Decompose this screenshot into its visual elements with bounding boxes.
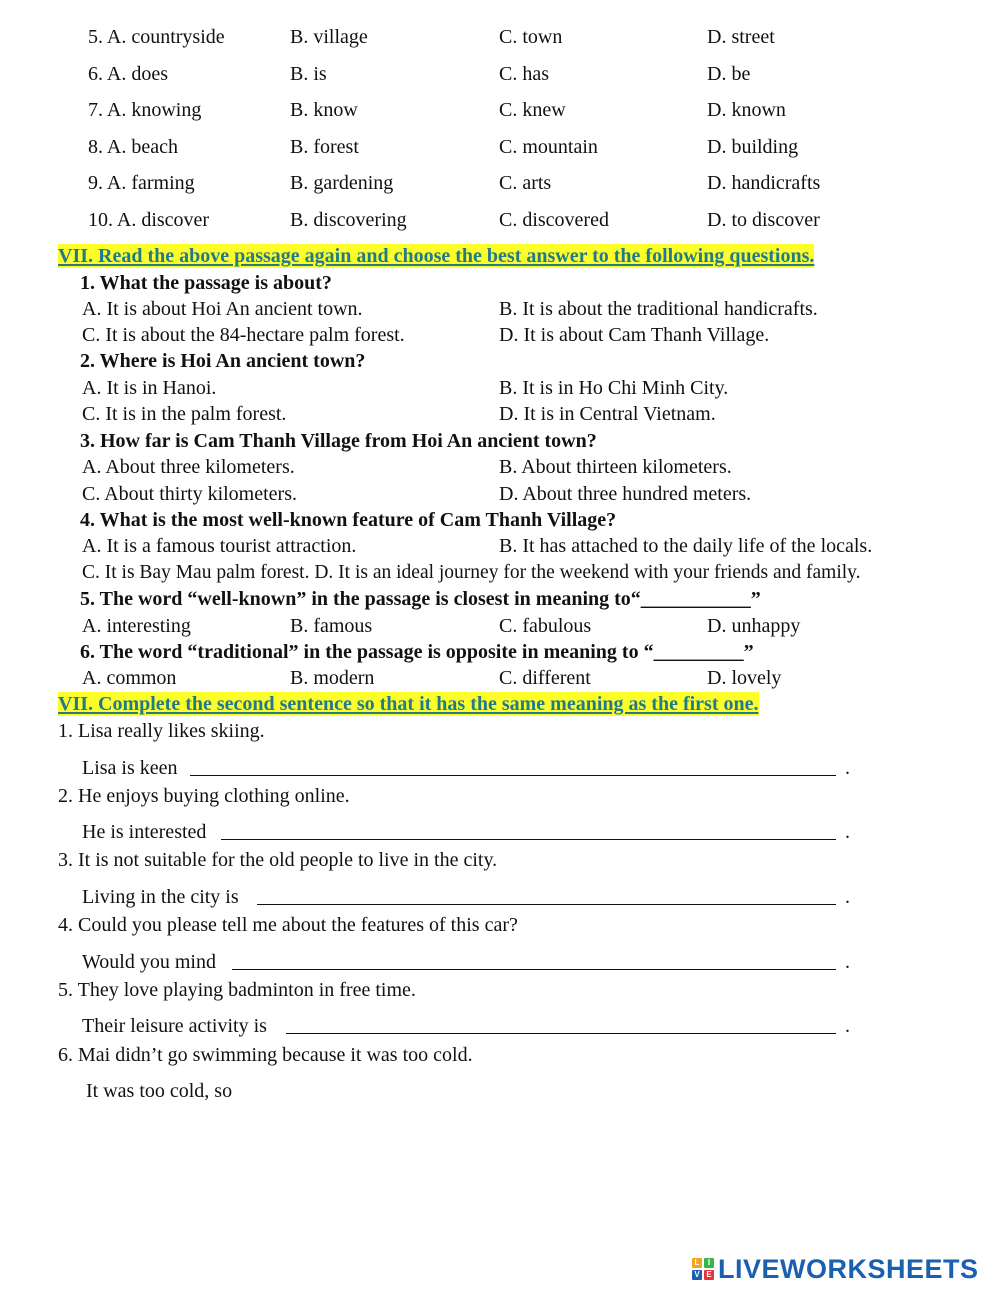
option-d: D. lovely bbox=[707, 667, 782, 689]
option-a: 9. A. farming bbox=[88, 172, 195, 194]
option-d: D. building bbox=[707, 136, 799, 158]
option-a: 10. A. discover bbox=[88, 209, 210, 231]
original-sentence: 6. Mai didn’t go swimming because it was too cold. bbox=[58, 1044, 473, 1066]
sentence-end: . bbox=[845, 821, 850, 843]
section-heading-reading: VII. Read the above passage again and choose the best answer to the following questions. bbox=[58, 245, 815, 267]
option-d: D. It is in Central Vietnam. bbox=[499, 403, 716, 425]
rewrite-prompt: Their leisure activity is bbox=[82, 1015, 267, 1037]
rewrite-prompt: Lisa is keen bbox=[82, 757, 178, 779]
option-d: D. street bbox=[707, 26, 775, 48]
option-a: 7. A. knowing bbox=[88, 99, 202, 121]
sentence-end: . bbox=[845, 757, 850, 779]
option-c: C. mountain bbox=[499, 136, 598, 158]
option-a: A. common bbox=[82, 667, 177, 689]
option-a: 6. A. does bbox=[88, 63, 168, 85]
option-c-d: C. It is Bay Mau palm forest. D. It is an ideal journey for the weekend with your friends and family. bbox=[82, 562, 861, 583]
option-b: B. village bbox=[290, 26, 368, 48]
option-b: B. is bbox=[290, 63, 327, 85]
question-text: 1. What the passage is about? bbox=[80, 272, 332, 294]
answer-blank[interactable] bbox=[257, 904, 836, 905]
vocab-row bbox=[0, 207, 1000, 233]
vocab-row bbox=[0, 97, 1000, 123]
option-c: C. discovered bbox=[499, 209, 609, 231]
option-b: B. famous bbox=[290, 615, 373, 637]
option-b: B. gardening bbox=[290, 172, 394, 194]
option-d: D. be bbox=[707, 63, 751, 85]
question-text: 6. The word “traditional” in the passage is opposite in meaning to “_________” bbox=[80, 641, 754, 663]
answer-blank[interactable] bbox=[232, 969, 836, 970]
question-text: 2. Where is Hoi An ancient town? bbox=[80, 350, 366, 372]
option-d: D. About three hundred meters. bbox=[499, 483, 752, 505]
option-c: C. fabulous bbox=[499, 615, 592, 637]
sentence-end: . bbox=[845, 886, 850, 908]
rewrite-prompt: Living in the city is bbox=[82, 886, 239, 908]
option-a: A. It is about Hoi An ancient town. bbox=[82, 298, 363, 320]
liveworksheets-logo bbox=[692, 1254, 979, 1284]
option-b: B. discovering bbox=[290, 209, 407, 231]
option-b: B. It is in Ho Chi Minh City. bbox=[499, 377, 729, 399]
rewrite-prompt: It was too cold, so bbox=[86, 1080, 233, 1102]
rewrite-prompt: He is interested bbox=[82, 821, 207, 843]
option-a: A. It is a famous tourist attraction. bbox=[82, 535, 357, 557]
vocab-row bbox=[0, 134, 1000, 160]
original-sentence: 4. Could you please tell me about the features of this car? bbox=[58, 914, 518, 936]
original-sentence: 5. They love playing badminton in free time. bbox=[58, 979, 416, 1001]
option-b: B. forest bbox=[290, 136, 359, 158]
question-text: 4. What is the most well-known feature of Cam Thanh Village? bbox=[80, 509, 617, 531]
vocab-row bbox=[0, 24, 1000, 50]
option-d: D. handicrafts bbox=[707, 172, 821, 194]
vocab-row bbox=[0, 170, 1000, 196]
option-b: B. About thirteen kilometers. bbox=[499, 456, 732, 478]
option-b: B. modern bbox=[290, 667, 375, 689]
answer-blank[interactable] bbox=[221, 839, 836, 840]
option-d: D. It is about Cam Thanh Village. bbox=[499, 324, 770, 346]
sentence-end: . bbox=[845, 1015, 850, 1037]
question-text: 5. The word “well-known” in the passage is closest in meaning to“___________” bbox=[80, 588, 761, 610]
logo-mark-icon: L I V E bbox=[692, 1258, 714, 1280]
option-c: C. has bbox=[499, 63, 549, 85]
section-heading-rewrite: VII. Complete the second sentence so that it has the same meaning as the first one. bbox=[58, 693, 759, 715]
option-a: 5. A. countryside bbox=[88, 26, 225, 48]
original-sentence: 1. Lisa really likes skiing. bbox=[58, 720, 265, 742]
option-c: C. different bbox=[499, 667, 591, 689]
option-c: C. It is about the 84-hectare palm forest. bbox=[82, 324, 405, 346]
question-text: 3. How far is Cam Thanh Village from Hoi An ancient town? bbox=[80, 430, 597, 452]
option-d: D. unhappy bbox=[707, 615, 801, 637]
logo-text: LIVEWORKSHEETS bbox=[718, 1253, 979, 1284]
vocab-row bbox=[0, 61, 1000, 87]
option-a: A. About three kilometers. bbox=[82, 456, 295, 478]
original-sentence: 3. It is not suitable for the old people to live in the city. bbox=[58, 849, 498, 871]
option-b: B. know bbox=[290, 99, 358, 121]
option-a: 8. A. beach bbox=[88, 136, 178, 158]
option-c: C. About thirty kilometers. bbox=[82, 483, 297, 505]
option-a: A. interesting bbox=[82, 615, 191, 637]
option-a: A. It is in Hanoi. bbox=[82, 377, 217, 399]
option-c: C. It is in the palm forest. bbox=[82, 403, 287, 425]
option-c: C. knew bbox=[499, 99, 566, 121]
option-b: B. It has attached to the daily life of the locals. bbox=[499, 535, 873, 557]
answer-blank[interactable] bbox=[286, 1033, 836, 1034]
answer-blank[interactable] bbox=[190, 775, 836, 776]
option-c: C. town bbox=[499, 26, 563, 48]
sentence-end: . bbox=[845, 951, 850, 973]
option-d: D. known bbox=[707, 99, 786, 121]
original-sentence: 2. He enjoys buying clothing online. bbox=[58, 785, 350, 807]
rewrite-prompt: Would you mind bbox=[82, 951, 216, 973]
option-d: D. to discover bbox=[707, 209, 820, 231]
option-b: B. It is about the traditional handicrafts. bbox=[499, 298, 818, 320]
option-c: C. arts bbox=[499, 172, 552, 194]
